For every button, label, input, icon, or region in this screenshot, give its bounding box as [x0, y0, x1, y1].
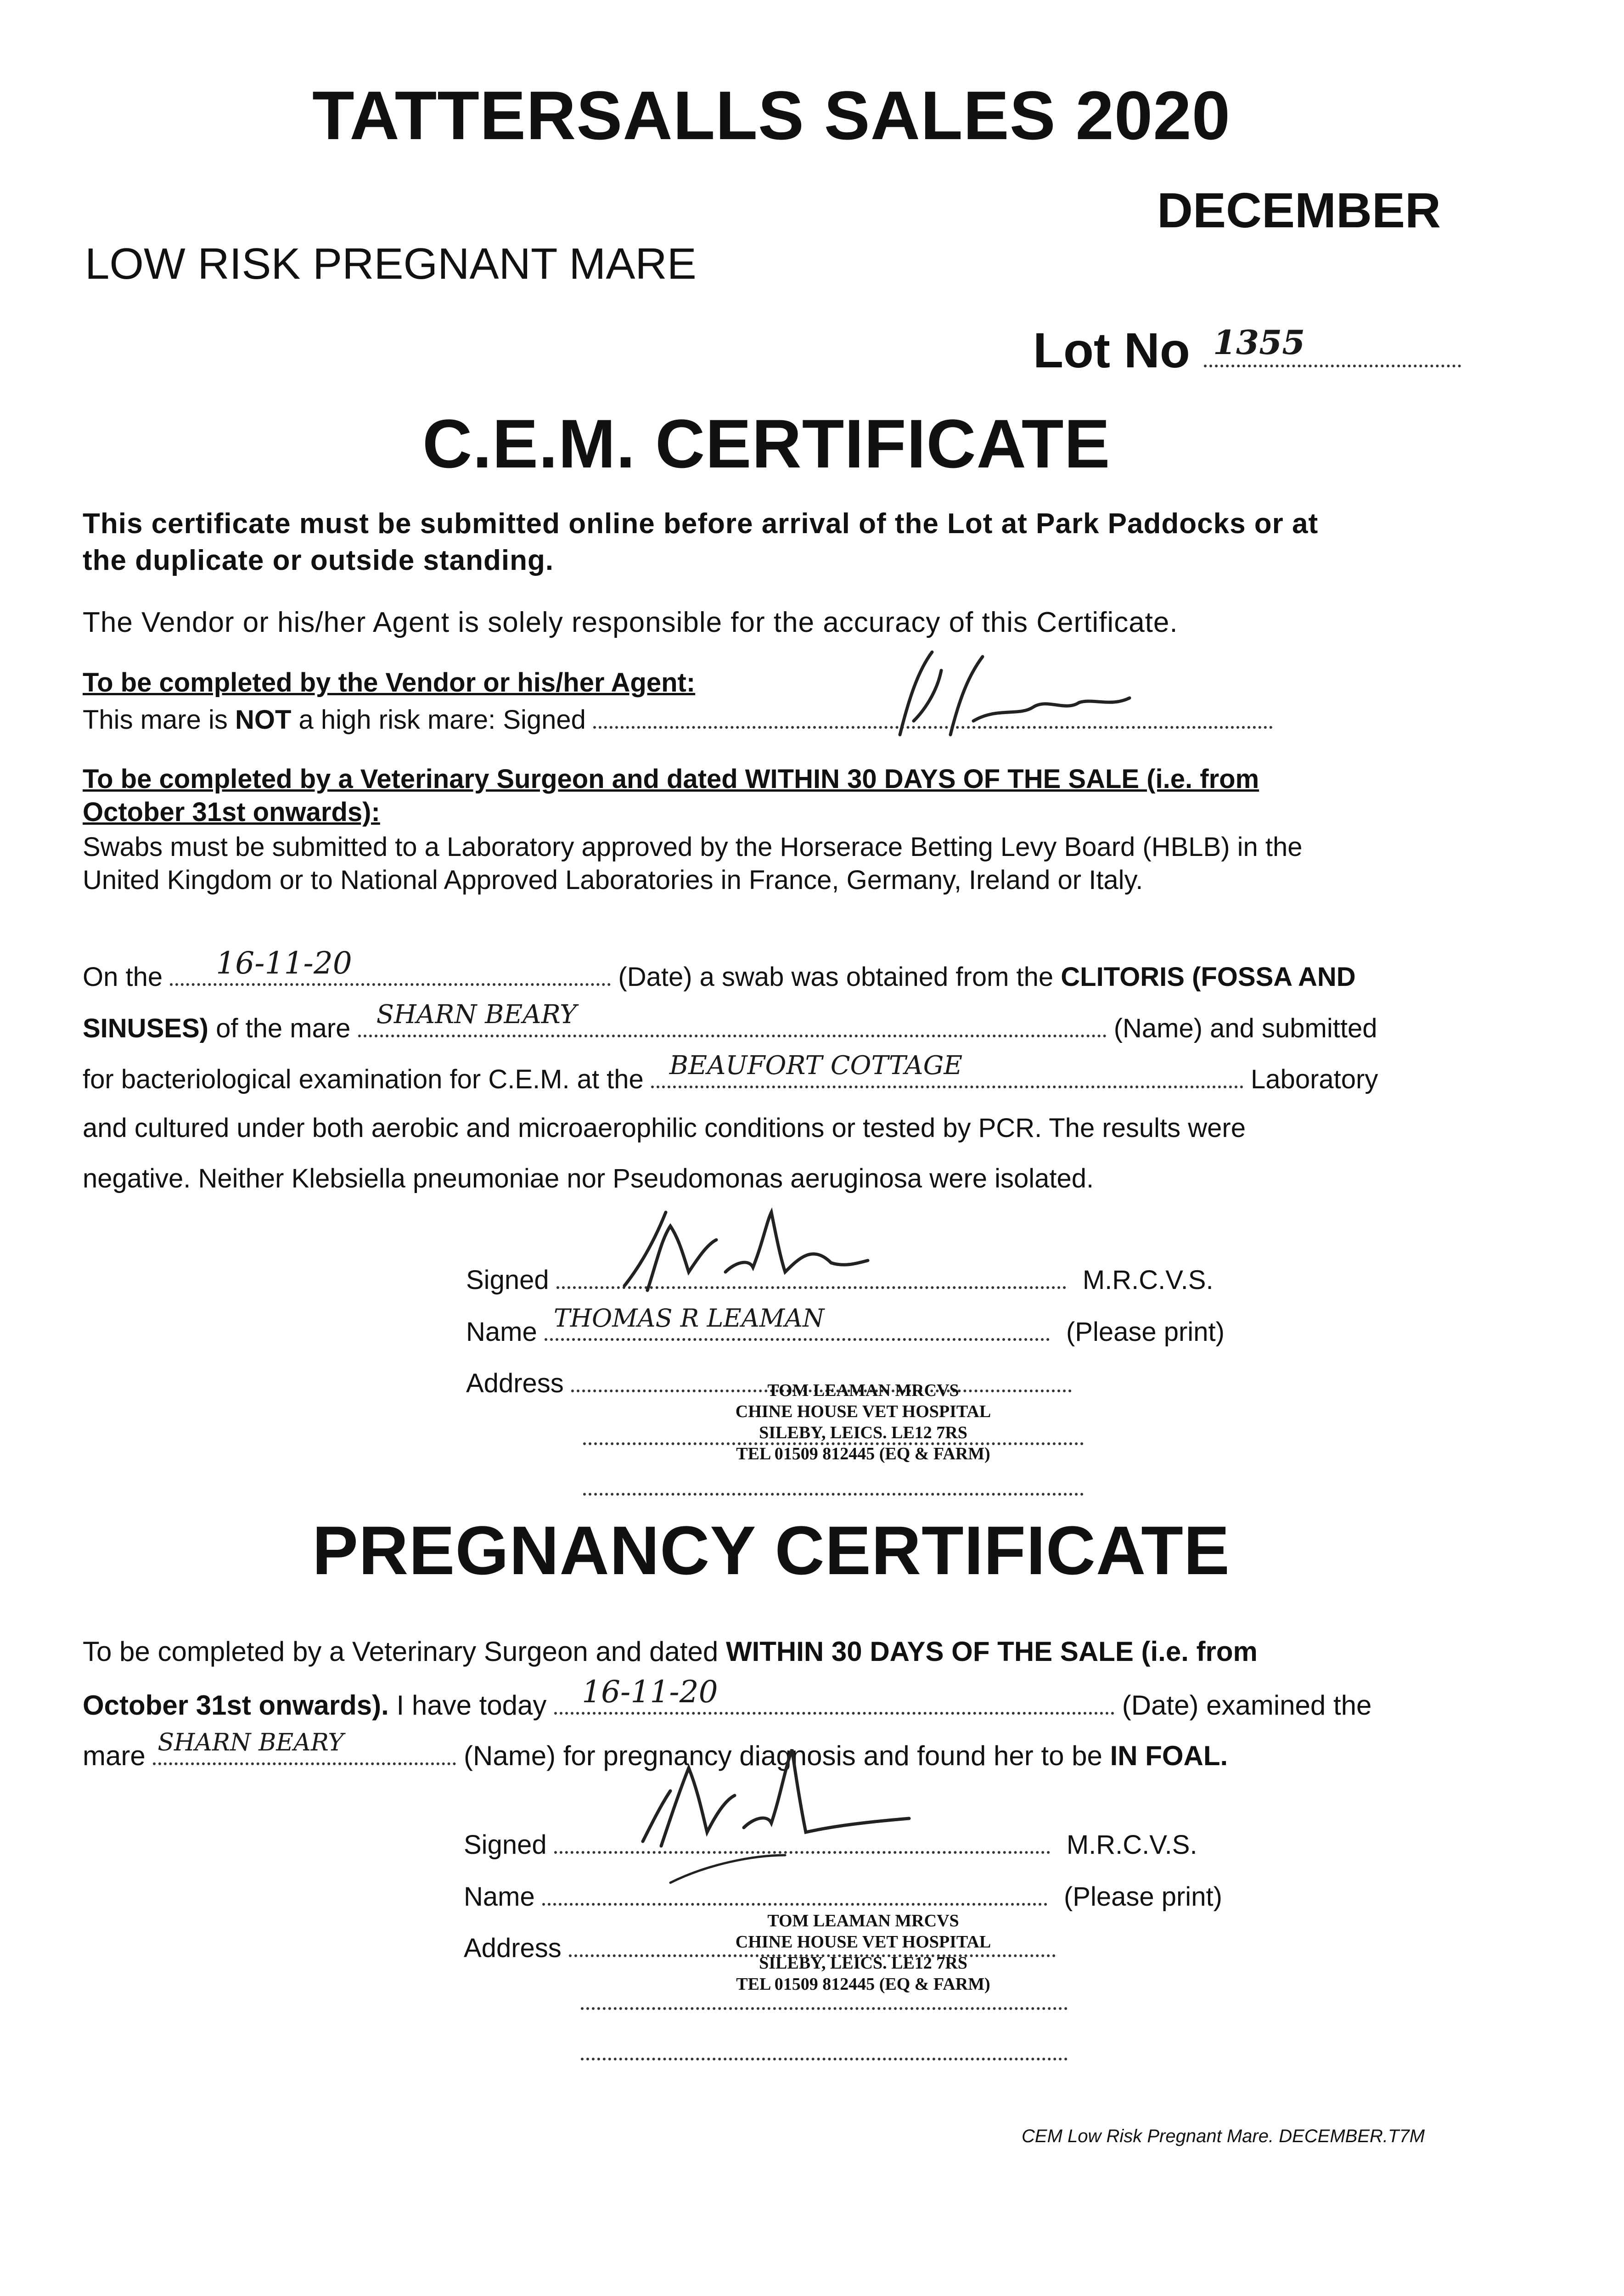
vendor-signature	[882, 643, 1139, 744]
mare-name-field[interactable]	[358, 1000, 1107, 1037]
swab-date-line: On the 16-11-20 (Date) a swab was obtained from the CLITORIS (FOSSA AND	[83, 945, 1356, 992]
cultured-line: and cultured under both aerobic and microaerophilic conditions or tested by PCR. The results were	[83, 1113, 1246, 1143]
laboratory-value: BEAUFORT COTTAGE	[669, 1051, 963, 1080]
cem-vet-signature	[615, 1194, 872, 1300]
swabs-line-2: United Kingdom or to National Approved Laboratories in France, Germany, Ireland or Italy.	[83, 865, 1143, 895]
preg-signed-line: Signed M.R.C.V.S.	[464, 1825, 1197, 1862]
preg-line-1: To be completed by a Veterinary Surgeon and dated WITHIN 30 DAYS OF THE SALE (i.e. from	[83, 1636, 1258, 1667]
cem-intro-1: This certificate must be submitted online before arrival of the Lot at Park Paddocks or at	[83, 508, 1319, 540]
lot-value: 1355	[1213, 323, 1305, 362]
preg-date-value: 16-11-20	[582, 1674, 718, 1710]
footer-reference: CEM Low Risk Pregnant Mare. DECEMBER.T7M	[1022, 2126, 1425, 2146]
vet-heading-2: October 31st onwards):	[83, 797, 380, 827]
preg-address-line: Address	[464, 1929, 1056, 1965]
cem-title: C.E.M. CERTIFICATE	[422, 405, 1111, 482]
cem-address-field-2[interactable]	[583, 1417, 1084, 1445]
lot-label: Lot No	[1033, 322, 1190, 378]
preg-date-field[interactable]	[554, 1674, 1114, 1715]
form-subtitle: LOW RISK PREGNANT MARE	[85, 239, 697, 288]
lot-number	[1033, 321, 1461, 379]
preg-mare-field[interactable]	[153, 1729, 456, 1765]
mare-name-value: SHARN BEARY	[376, 1000, 577, 1030]
vet-heading-1: To be completed by a Veterinary Surgeon and dated WITHIN 30 DAYS OF THE SALE (i.e. from	[83, 764, 1259, 794]
cem-signed-line: Signed M.R.C.V.S.	[466, 1261, 1214, 1297]
page-title: TATTERSALLS SALES 2020	[312, 77, 1231, 154]
cem-name-value: THOMAS R LEAMAN	[553, 1304, 825, 1333]
cem-intro-1b: the duplicate or outside standing.	[83, 545, 554, 576]
cem-name-line: Name THOMAS R LEAMAN (Please print)	[466, 1312, 1225, 1349]
swabs-line-1: Swabs must be submitted to a Laboratory approved by the Horserace Betting Levy Board (HBLB) in the	[83, 832, 1303, 862]
cem-address-stamp: TOM LEAMAN MRCVS CHINE HOUSE VET HOSPITAL SILEBY, LEICS. LE12 7RS TEL 01509 812445 (EQ & FARM)	[735, 1381, 991, 1463]
cem-address-line: Address	[466, 1364, 1072, 1401]
preg-line-2: October 31st onwards). I have today 16-11-20 (Date) examined the	[83, 1674, 1372, 1721]
cem-address-field-3[interactable]	[583, 1467, 1084, 1496]
preg-address-stamp: TOM LEAMAN MRCVS CHINE HOUSE VET HOSPITAL SILEBY, LEICS. LE12 7RS TEL 01509 812445 (EQ & FARM)	[735, 1911, 991, 1994]
vendor-heading: To be completed by the Vendor or his/her Agent:	[83, 668, 696, 698]
swab-date-field[interactable]	[170, 945, 611, 986]
laboratory-line: for bacteriological examination for C.E.M. at the BEAUFORT COTTAGE Laboratory	[83, 1060, 1378, 1097]
vendor-declaration: This mare is NOT a high risk mare: Signed	[83, 700, 1273, 737]
preg-name-line: Name (Please print)	[464, 1877, 1222, 1914]
cem-intro-2: The Vendor or his/her Agent is solely responsible for the accuracy of this Certificate.	[83, 607, 1178, 638]
pregnancy-title: PREGNANCY CERTIFICATE	[312, 1512, 1230, 1589]
swab-date-value: 16-11-20	[216, 945, 352, 981]
lot-field[interactable]	[1204, 323, 1461, 367]
preg-vet-signature	[634, 1740, 918, 1892]
laboratory-field[interactable]	[651, 1051, 1243, 1088]
preg-line-3: mare SHARN BEARY (Name) for pregnancy diagnosis and found her to be IN FOAL.	[83, 1737, 1228, 1773]
preg-address-field-3[interactable]	[581, 2032, 1068, 2060]
negative-line: negative. Neither Klebsiella pneumoniae nor Pseudomonas aeruginosa were isolated.	[83, 1164, 1094, 1193]
preg-name-field[interactable]	[542, 1877, 1047, 1906]
preg-address-field-2[interactable]	[581, 1981, 1068, 2010]
preg-mare-value: SHARN BEARY	[157, 1729, 344, 1756]
month-label: DECEMBER	[1157, 182, 1441, 238]
mare-name-line: SINUSES) of the mare SHARN BEARY (Name) and submitted	[83, 1009, 1377, 1046]
